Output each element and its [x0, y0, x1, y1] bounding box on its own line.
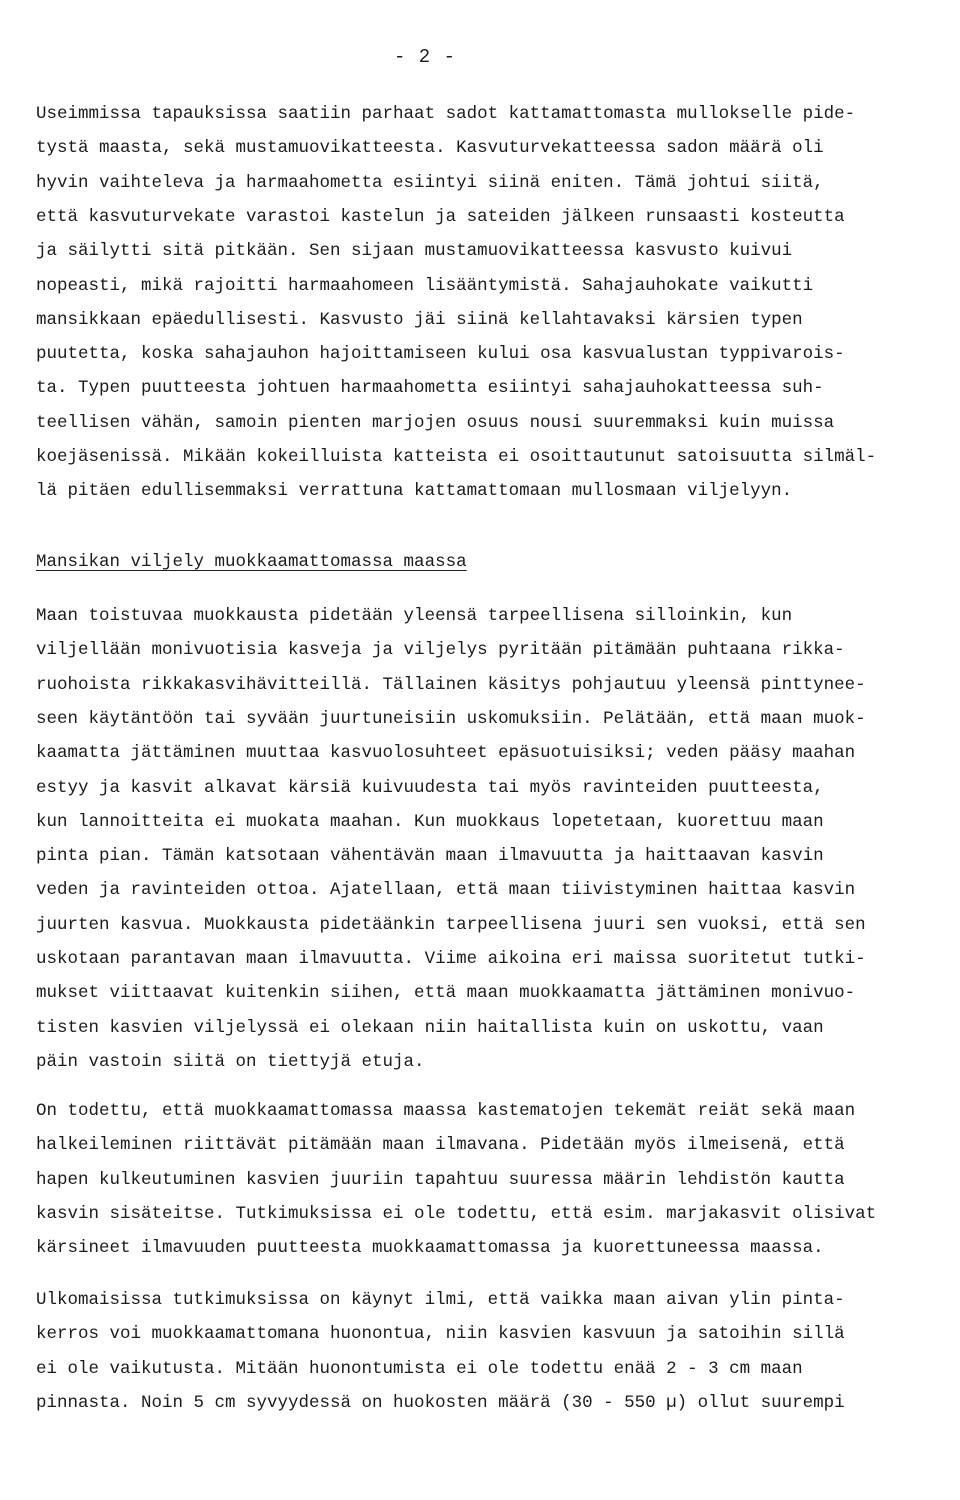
text-line: seen käytäntöön tai syvään juurtuneisiin uskomuksiin. Pelätään, että maan muok-: [36, 708, 866, 729]
text-line: puutetta, koska sahajauhon hajoittamiseen kului osa kasvualustan typpivarois-: [36, 344, 845, 365]
text-line: kaamatta jättäminen muuttaa kasvuolosuhteet epäsuotuisiksi; veden pääsy maahan: [36, 743, 856, 764]
text-line: viljellään monivuotisia kasveja ja viljelys pyritään pitämään puhtaana rikka-: [36, 640, 845, 661]
text-line: estyy ja kasvit alkavat kärsiä kuivuudesta tai myös ravinteiden puutteesta,: [36, 777, 824, 798]
text-line: tystä maasta, sekä mustamuovikatteesta. Kasvuturvekatteessa sadon määrä oli: [36, 138, 824, 159]
text-line: teellisen vähän, samoin pienten marjojen osuus nousi suuremmaksi kuin muissa: [36, 412, 835, 433]
text-line: On todettu, että muokkaamattomassa maassa kastematojen tekemät reiät sekä maan: [36, 1101, 856, 1121]
text-line: kun lannoitteita ei muokata maahan. Kun muokkaus lopetetaan, kuorettuu maan: [36, 811, 824, 832]
text-line: veden ja ravinteiden ottoa. Ajatellaan, että maan tiivistyminen haittaa kasvin: [36, 880, 856, 901]
text-line: pinta pian. Tämän katsotaan vähentävän maan ilmavuutta ja haittaavan kasvin: [36, 846, 824, 867]
text-line: juurten kasvua. Muokkausta pidetäänkin tarpeellisena juuri sen vuoksi, että sen: [36, 914, 866, 935]
text-line: päin vastoin siitä on tiettyjä etuja.: [36, 1051, 425, 1072]
page-number: - 2 -: [394, 46, 457, 68]
text-line: kasvin sisäteitse. Tutkimuksissa ei ole todettu, että esim. marjakasvit olisivat: [36, 1203, 877, 1224]
text-line: pinnasta. Noin 5 cm syvyydessä on huokosten määrä (30 - 550 µ) ollut suurempi: [36, 1392, 845, 1413]
text-line: Maan toistuvaa muokkausta pidetään yleensä tarpeellisena silloinkin, kun: [36, 606, 793, 626]
text-line: että kasvuturvekate varastoi kastelun ja sateiden jälkeen runsaasti kosteutta: [36, 206, 845, 227]
text-line: halkeileminen riittävät pitämään maan ilmavana. Pidetään myös ilmeisenä, että: [36, 1135, 845, 1156]
text-line: mansikkaan epäedullisesti. Kasvusto jäi siinä kellahtavaksi kärsien typen: [36, 309, 803, 330]
text-line: mukset viittaavat kuitenkin siihen, että maan muokkaamatta jättäminen monivuo-: [36, 983, 856, 1004]
text-line: tisten kasvien viljelyssä ei olekaan niin haitallista kuin on uskottu, vaan: [36, 1017, 824, 1038]
text-line: hapen kulkeutuminen kasvien juuriin tapahtuu suuressa määrin lehdistön kautta: [36, 1169, 845, 1190]
text-line: koejäsenissä. Mikään kokeilluista katteista ei osoittautunut satoisuutta silmäl-: [36, 447, 877, 467]
text-line: ta. Typen puutteesta johtuen harmaahometta esiintyi sahajauhokatteessa suh-: [36, 378, 824, 399]
text-line: ei ole vaikutusta. Mitään huonontumista ei ole todettu enää 2 - 3 cm maan: [36, 1358, 803, 1379]
text-line: ja säilytti sitä pitkään. Sen sijaan mustamuovikatteessa kasvusto kuivui: [36, 241, 793, 262]
text-line: Useimmissa tapauksissa saatiin parhaat sadot kattamattomasta mullokselle pide-: [36, 104, 856, 124]
section-heading: Mansikan viljely muokkaamattomassa maassa: [36, 552, 467, 572]
text-line: kerros voi muokkaamattomana huonontua, niin kasvien kasvuun ja satoihin sillä: [36, 1324, 845, 1345]
text-line: nopeasti, mikä rajoitti harmaahomeen lisääntymistä. Sahajauhokate vaikutti: [36, 275, 814, 296]
text-line: ruohoista rikkakasvihävitteillä. Tällainen käsitys pohjautuu yleensä pinttynee-: [36, 674, 866, 695]
text-line: lä pitäen edullisemmaksi verrattuna kattamattomaan mullosmaan viljelyyn.: [36, 481, 793, 502]
text-line: kärsineet ilmavuuden puutteesta muokkaamattomassa ja kuorettuneessa maassa.: [36, 1238, 824, 1259]
text-line: uskotaan parantavan maan ilmavuutta. Viime aikoina eri maissa suoritetut tutki-: [36, 949, 866, 969]
text-line: Ulkomaisissa tutkimuksissa on käynyt ilmi, että vaikka maan aivan ylin pinta-: [36, 1290, 845, 1310]
text-line: hyvin vaihteleva ja harmaahometta esiintyi siinä eniten. Tämä johtui siitä,: [36, 172, 824, 193]
